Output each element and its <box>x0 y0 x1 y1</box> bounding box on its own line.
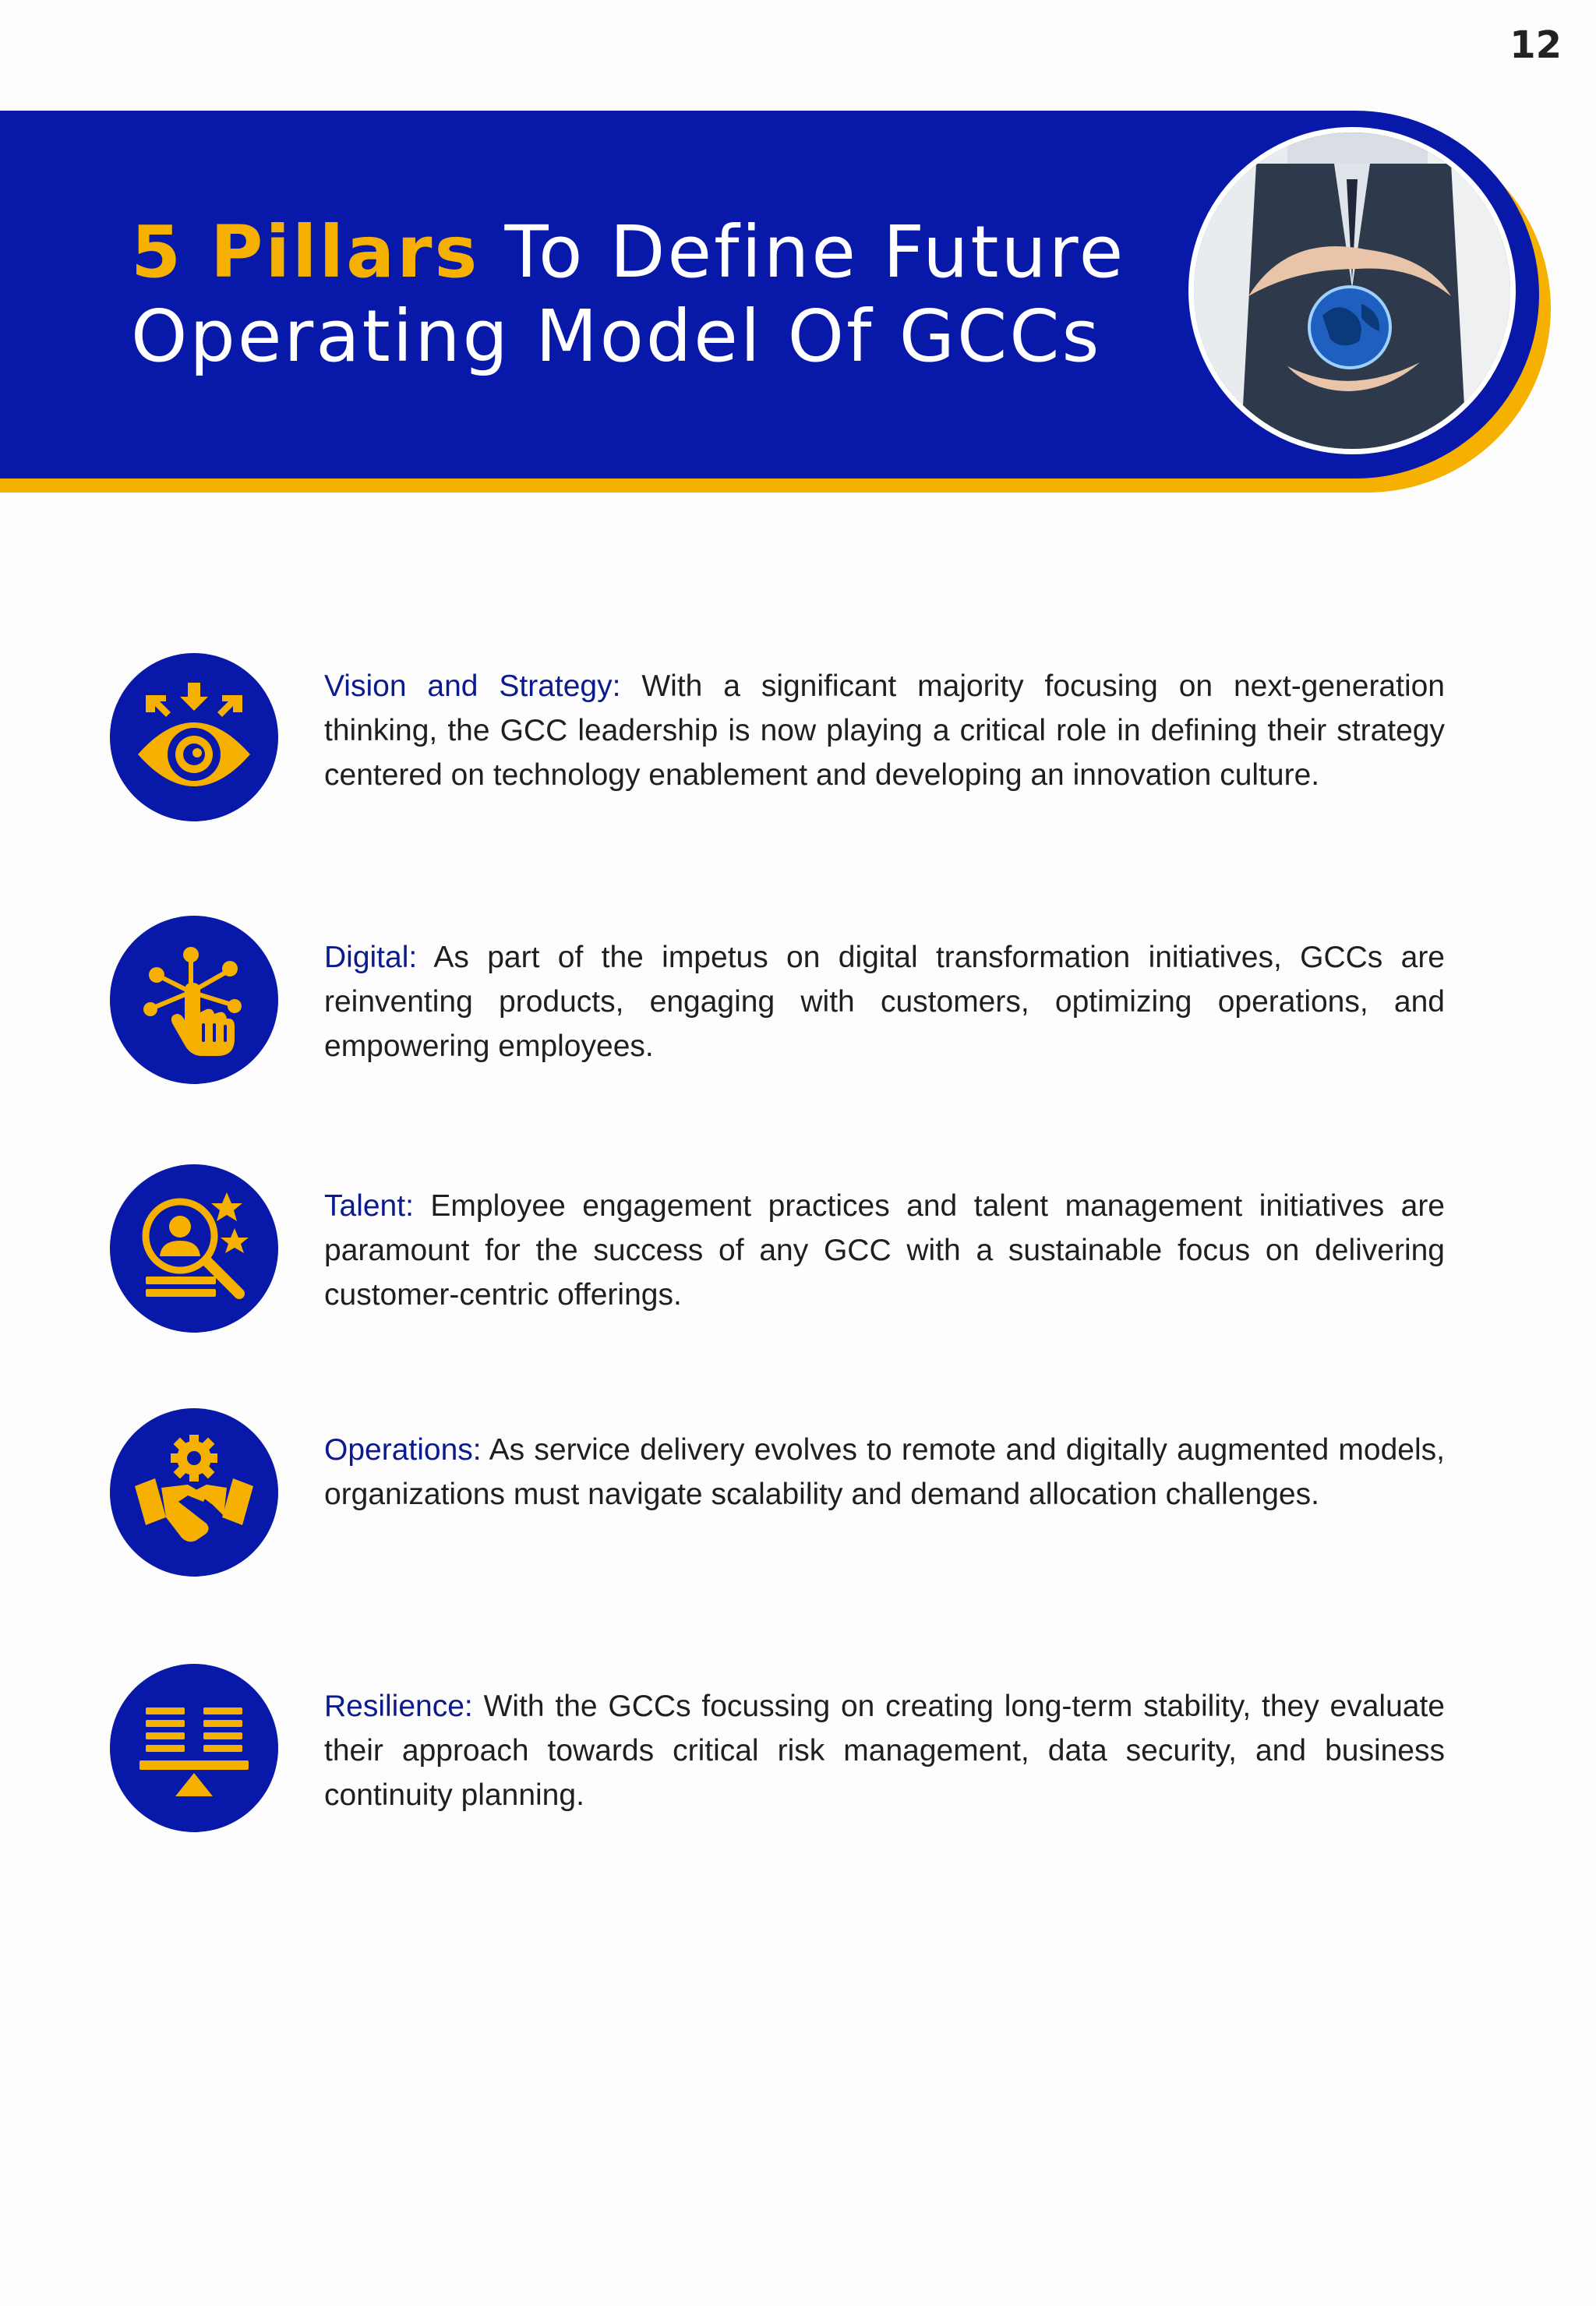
pillar-paragraph <box>324 664 1445 797</box>
pillar-description: Employee engagement practices and talent management initiatives are paramount for the success of any GCC with a sustainable focus on delivering customer-centric offerings. <box>324 1189 1445 1312</box>
resilience-balance-icon <box>110 1664 278 1832</box>
operations-handshake-gear-icon <box>110 1408 278 1577</box>
pillar-paragraph <box>324 1428 1445 1517</box>
talent-search-icon <box>110 1164 278 1333</box>
pillar-label: Operations: <box>324 1433 482 1467</box>
pillar-label: Digital: <box>324 941 418 974</box>
pillar-description: As service delivery evolves to remote and digitally augmented models, organizations must navigate scalability and demand allocation challenges. <box>324 1433 1445 1511</box>
pillar-description: As part of the impetus on digital transformation initiatives, GCCs are reinventing products, engaging with customers, optimizing operations, and empowering employees. <box>324 941 1445 1063</box>
pillar-paragraph <box>324 1184 1445 1317</box>
pillar-paragraph <box>324 935 1445 1068</box>
title-accent: 5 Pillars <box>131 210 480 294</box>
page-title <box>131 210 1167 379</box>
page-number: 12 <box>1509 23 1562 67</box>
pillar-label: Resilience: <box>324 1690 473 1723</box>
pillar-description: With a significant majority focusing on next-generation thinking, the GCC leadership is now playing a critical role in defining their strategy centered on technology enablement and developing an innovation culture. <box>324 669 1445 792</box>
title-line2: Operating Model Of GCCs <box>131 295 1102 378</box>
businessman-holding-globe-photo <box>1188 127 1516 454</box>
digital-touch-network-icon <box>110 916 278 1084</box>
pillar-paragraph <box>324 1684 1445 1817</box>
vision-eye-icon <box>110 653 278 821</box>
title-line1: To Define Future <box>479 210 1126 294</box>
businessman-globe-illustration <box>1194 132 1510 449</box>
pillar-label: Talent: <box>324 1189 414 1223</box>
pillar-label: Vision and Strategy: <box>324 669 621 703</box>
pillar-description: With the GCCs focussing on creating long-term stability, they evaluate their approach towards critical risk management, data security, and business continuity planning. <box>324 1690 1445 1812</box>
